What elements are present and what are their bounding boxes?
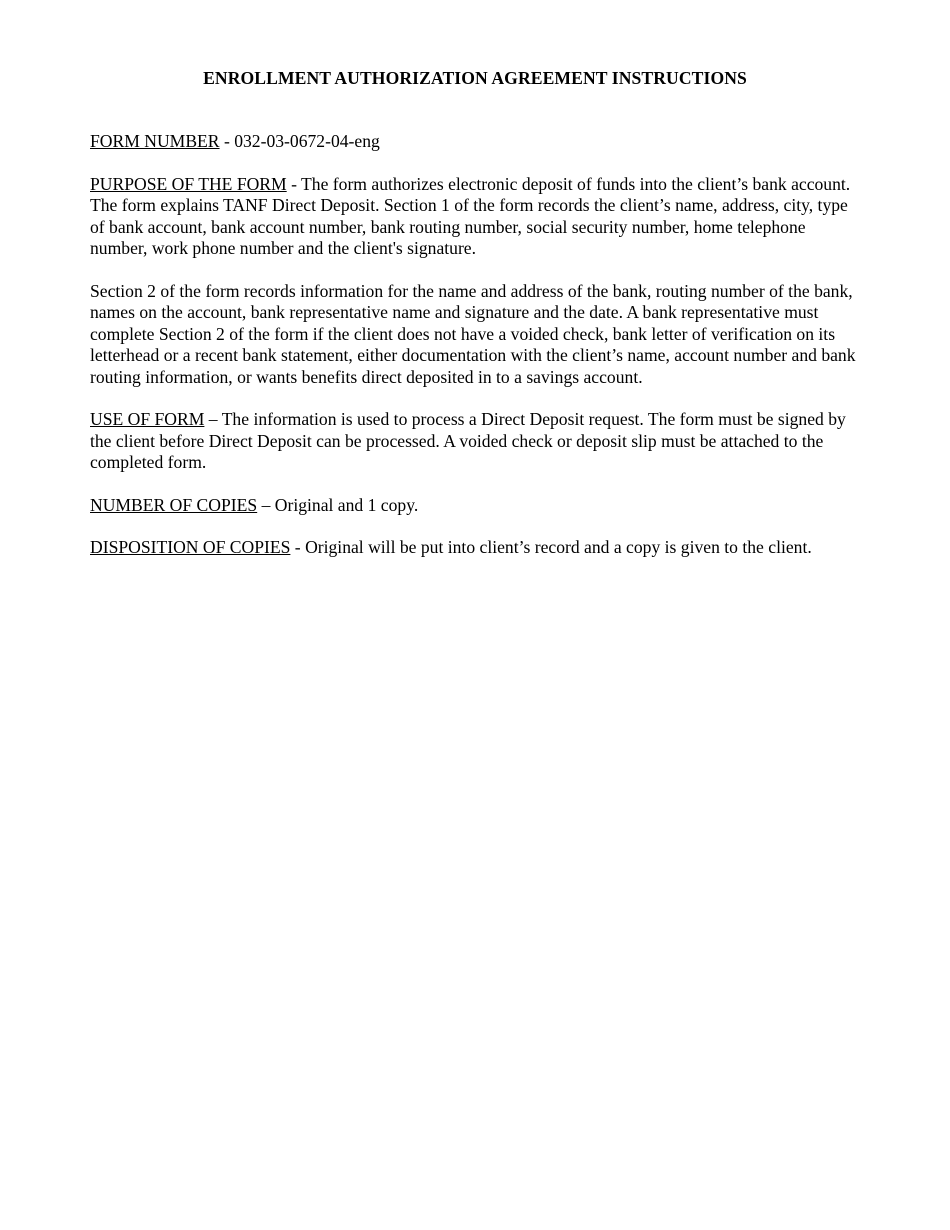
section-separator: - — [290, 537, 306, 557]
section-separator: - — [219, 131, 235, 151]
section-disposition-of-copies — [90, 537, 865, 559]
document-title: ENROLLMENT AUTHORIZATION AGREEMENT INSTRUCTIONS — [203, 68, 747, 88]
section-number-of-copies — [90, 495, 865, 517]
section-heading: FORM NUMBER — [90, 131, 220, 151]
section-heading: USE OF FORM — [90, 409, 205, 429]
section-text: The information is used to process a Direct Deposit request. The form must be signed by the client before Direct Deposit can be processed. A voided check or deposit slip must be attached to the completed form. — [90, 409, 846, 472]
section-text: The form authorizes electronic deposit of funds into the client’s bank account. The form explains TANF Direct Deposit. Section 1 of the form records the client’s name, address, city, type of bank account, bank account number, bank routing number, social security number, home telephone number, work phone number and the client's signature. — [90, 173, 851, 258]
section-form-number — [90, 131, 865, 153]
section-separator: – — [257, 494, 275, 515]
section-text: 032-03-0672-04-eng — [234, 131, 380, 151]
section-use-of-form — [90, 409, 865, 474]
section-separator: – — [204, 409, 222, 429]
section-separator: - — [286, 173, 302, 194]
section-text: Section 2 of the form records information for the name and address of the bank, routing number of the bank, names on the account, bank representative name and signature and the date. A bank representative must complete Section 2 of the form if the client does not have a voided check, bank letter of verification on its letterhead or a recent bank statement, either documentation with the client’s name, account number and bank routing information, or wants benefits direct deposited in to a savings account. — [90, 280, 856, 387]
section-heading: PURPOSE OF THE FORM — [90, 173, 287, 194]
document-body — [90, 131, 865, 580]
section-2-description — [90, 281, 865, 389]
section-purpose-of-form — [90, 174, 865, 260]
section-heading: DISPOSITION OF COPIES — [90, 537, 291, 557]
section-heading: NUMBER OF COPIES — [90, 494, 258, 515]
section-text: Original will be put into client’s record and a copy is given to the client. — [305, 537, 812, 557]
section-text: Original and 1 copy. — [274, 494, 419, 515]
